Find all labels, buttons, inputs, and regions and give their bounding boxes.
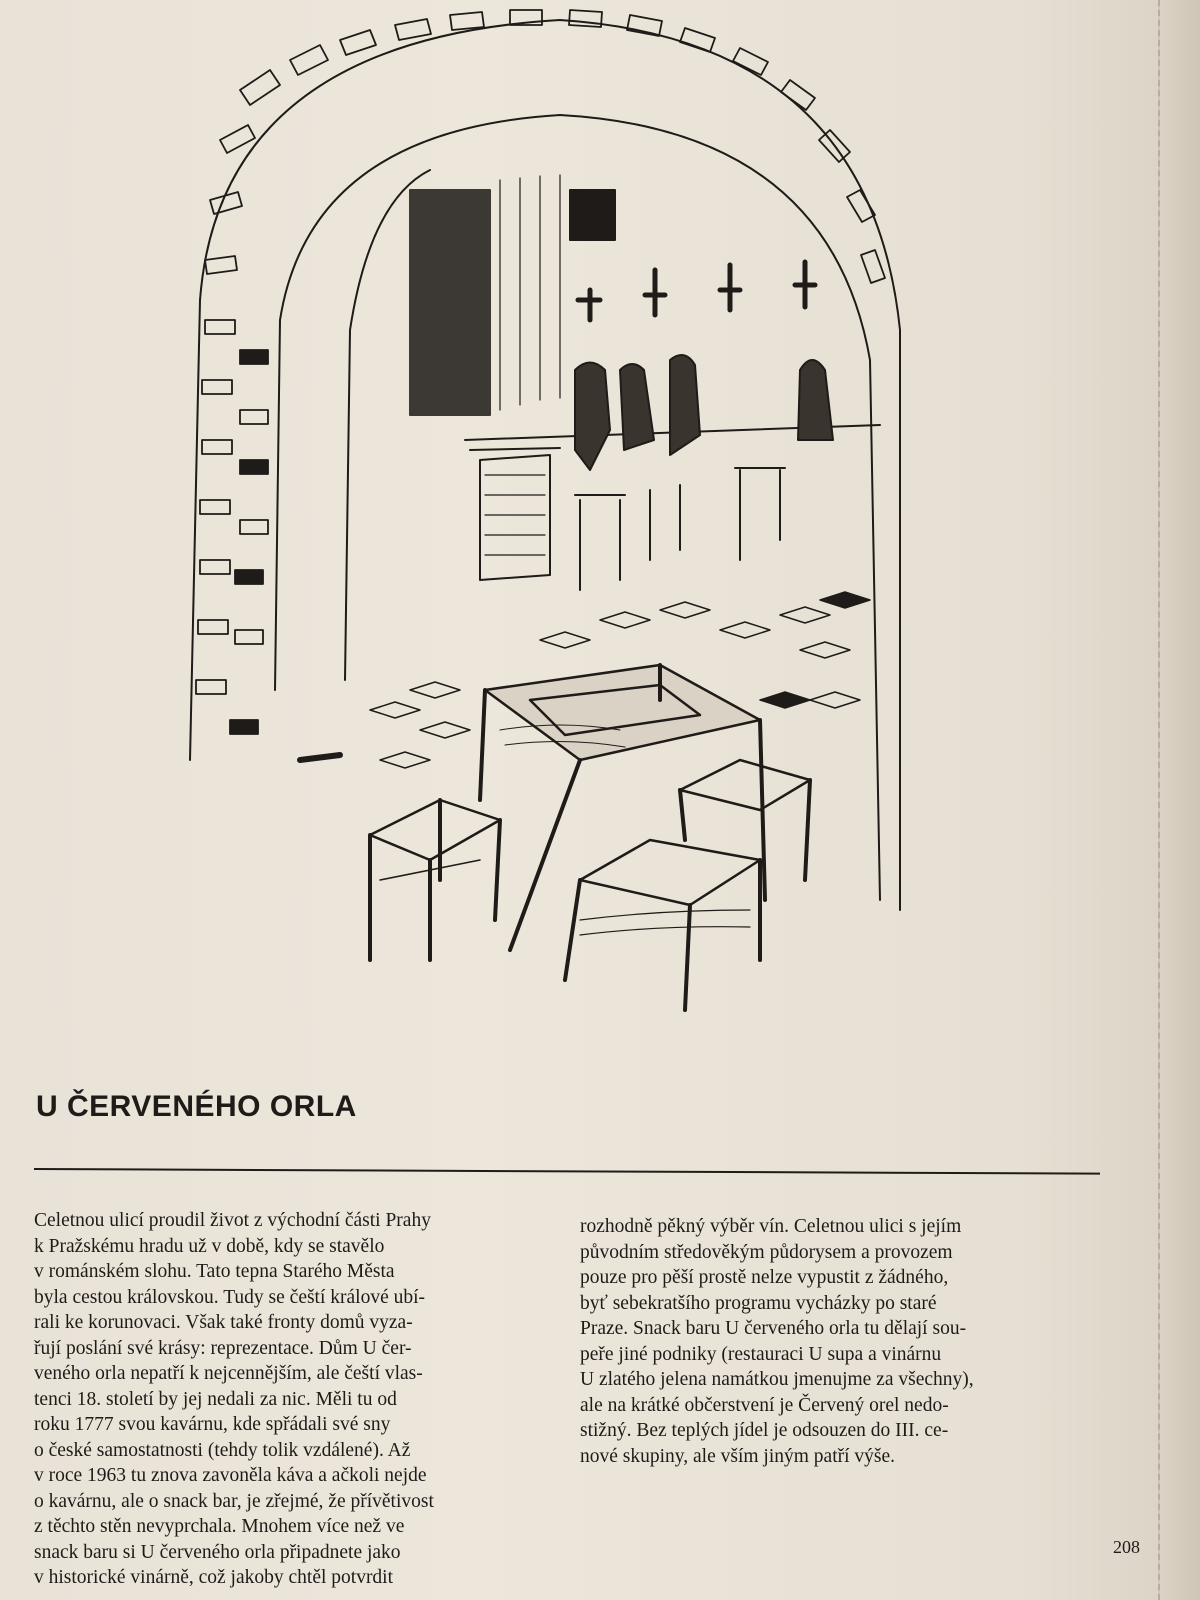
text-line: stižný. Bez teplých jídel je odsouzen do III. ce-: [580, 1420, 949, 1441]
text-line: z těchto stěn nevyprchala. Mnohem více než ve: [34, 1516, 405, 1537]
text-line: roku 1777 svou kavárnu, kde spřádali své sny: [34, 1414, 391, 1435]
page-edge: [1158, 0, 1200, 1600]
text-line: řují poslání své krásy: reprezentace. Dům U čer-: [34, 1337, 412, 1359]
pendant-lamps: [570, 190, 815, 320]
text-line: U zlatého jelena namátkou jmenujme za všechny),: [580, 1369, 974, 1390]
text-line: Celetnou ulicí proudil život z východní části Prahy: [34, 1210, 431, 1231]
text-line: pouze pro pěší prostě nelze vypustit z žádného,: [580, 1267, 949, 1288]
text-line: v historické vinárně, což jakoby chtěl potvrdit: [34, 1567, 394, 1588]
text-line: k Pražskému hradu už v době, kdy se stavělo: [34, 1235, 385, 1257]
text-line: rali ke korunovaci. Však také fronty domů vyza-: [34, 1312, 413, 1333]
page-number: 208: [1113, 1537, 1140, 1557]
stools: [370, 760, 810, 1010]
title-rule: [34, 1168, 1100, 1175]
text-line: nové skupiny, ale vším jiným patří výše.: [580, 1445, 896, 1467]
text-line: snack baru si U červeného orla připadnete jako: [34, 1541, 401, 1563]
text-line: rozhodně pěkný výběr vín. Celetnou ulici s jejím: [580, 1216, 962, 1237]
text-line: v roce 1963 tu znova zavoněla káva a ačkoli nejde: [34, 1465, 427, 1486]
curtain-lines: [500, 175, 560, 410]
text-line: peře jiné podniky (restauraci U supa a vinárnu: [580, 1343, 942, 1365]
bar-stools: [575, 468, 785, 590]
body-column-left: [34, 1208, 548, 1591]
text-line: o kavárnu, ale o snack bar, je zřejmé, že přívětivost: [34, 1490, 434, 1512]
article-title: U ČERVENÉHO ORLA: [36, 1090, 357, 1123]
text-line: veného orla nepatří k nejcennějším, ale čeští vlas-: [34, 1363, 423, 1384]
table: [480, 665, 765, 950]
text-line: tenci 18. století by jej nedali za nic. Měli tu od: [34, 1388, 397, 1410]
text-line: byla cestou královskou. Tudy se čeští králové ubí-: [34, 1286, 426, 1308]
text-line: o české samostatnosti (tehdy tolik vzdálené). Až: [34, 1439, 411, 1461]
text-line: původním středověkým půdorysem a provozem: [580, 1241, 953, 1263]
bar-patrons: [575, 355, 833, 470]
text-line: Praze. Snack baru U červeného orla tu dělají sou-: [580, 1318, 967, 1339]
snack-bar-illustration: [180, 0, 940, 1040]
curtain: [410, 190, 490, 415]
text-line: ale na krátké občerstvení je Červený orel nedo-: [580, 1394, 949, 1416]
body-column-right: [580, 1214, 1104, 1469]
text-line: byť sebekratšího programu vycházky po staré: [580, 1292, 937, 1314]
text-line: v románském slohu. Tato tepna Starého Města: [34, 1261, 395, 1282]
